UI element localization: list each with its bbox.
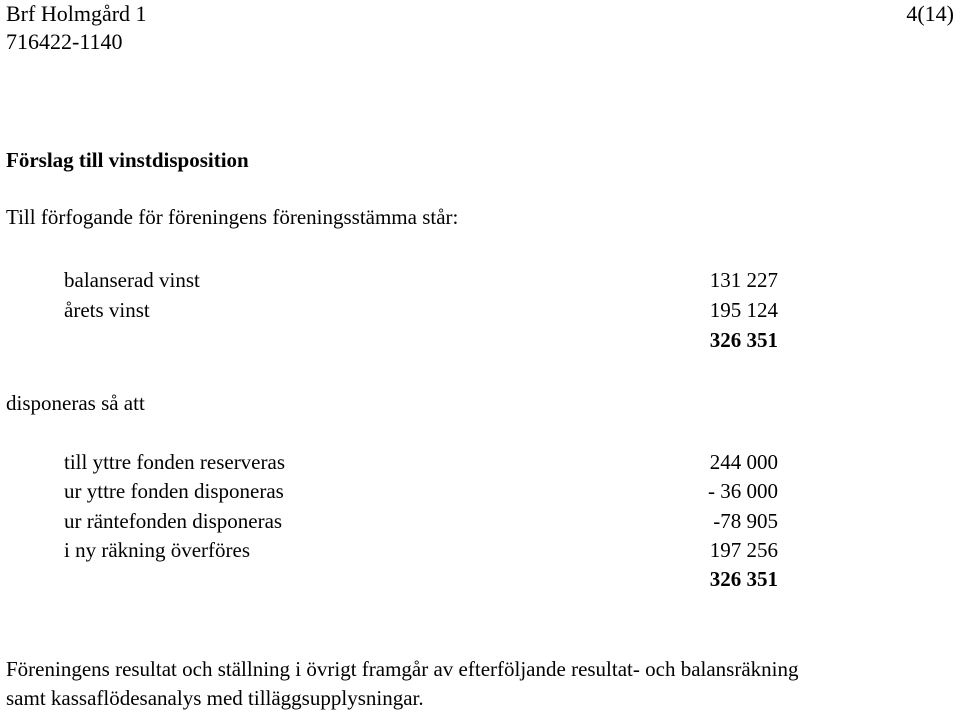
- page-indicator: 4(14): [906, 1, 954, 26]
- disposition-row-label: i ny räkning överföres: [64, 538, 251, 562]
- footer-text-line: Föreningens resultat och ställning i övrigt framgår av efterföljande resultat- och balansräkning: [6, 657, 799, 681]
- organization-number: 716422-1140: [6, 29, 123, 54]
- disposition-row-amount: 244 000: [709, 450, 778, 474]
- disposition-row-label: ur räntefonden disponeras: [64, 509, 283, 533]
- disposition-row-amount: - 36 000: [708, 479, 778, 503]
- disposition-row-label: till yttre fonden reserveras: [64, 450, 285, 474]
- available-row-label: balanserad vinst: [64, 268, 200, 292]
- available-total: 326 351: [709, 328, 778, 352]
- disposition-heading: disponeras så att: [6, 391, 145, 415]
- disposition-total: 326 351: [709, 567, 778, 591]
- section-title: Förslag till vinstdisposition: [6, 148, 249, 172]
- intro-text: Till förfogande för föreningens föreningsstämma står:: [6, 205, 459, 229]
- available-row-amount: 195 124: [709, 298, 778, 322]
- disposition-row-amount: -78 905: [713, 509, 778, 533]
- disposition-row-label: ur yttre fonden disponeras: [64, 479, 284, 503]
- footer-text-line: samt kassaflödesanalys med tilläggsupplysningar.: [6, 686, 424, 710]
- available-row-label: årets vinst: [64, 298, 150, 322]
- available-row-amount: 131 227: [709, 268, 778, 292]
- disposition-row-amount: 197 256: [709, 538, 778, 562]
- organization-name: Brf Holmgård 1: [6, 1, 147, 26]
